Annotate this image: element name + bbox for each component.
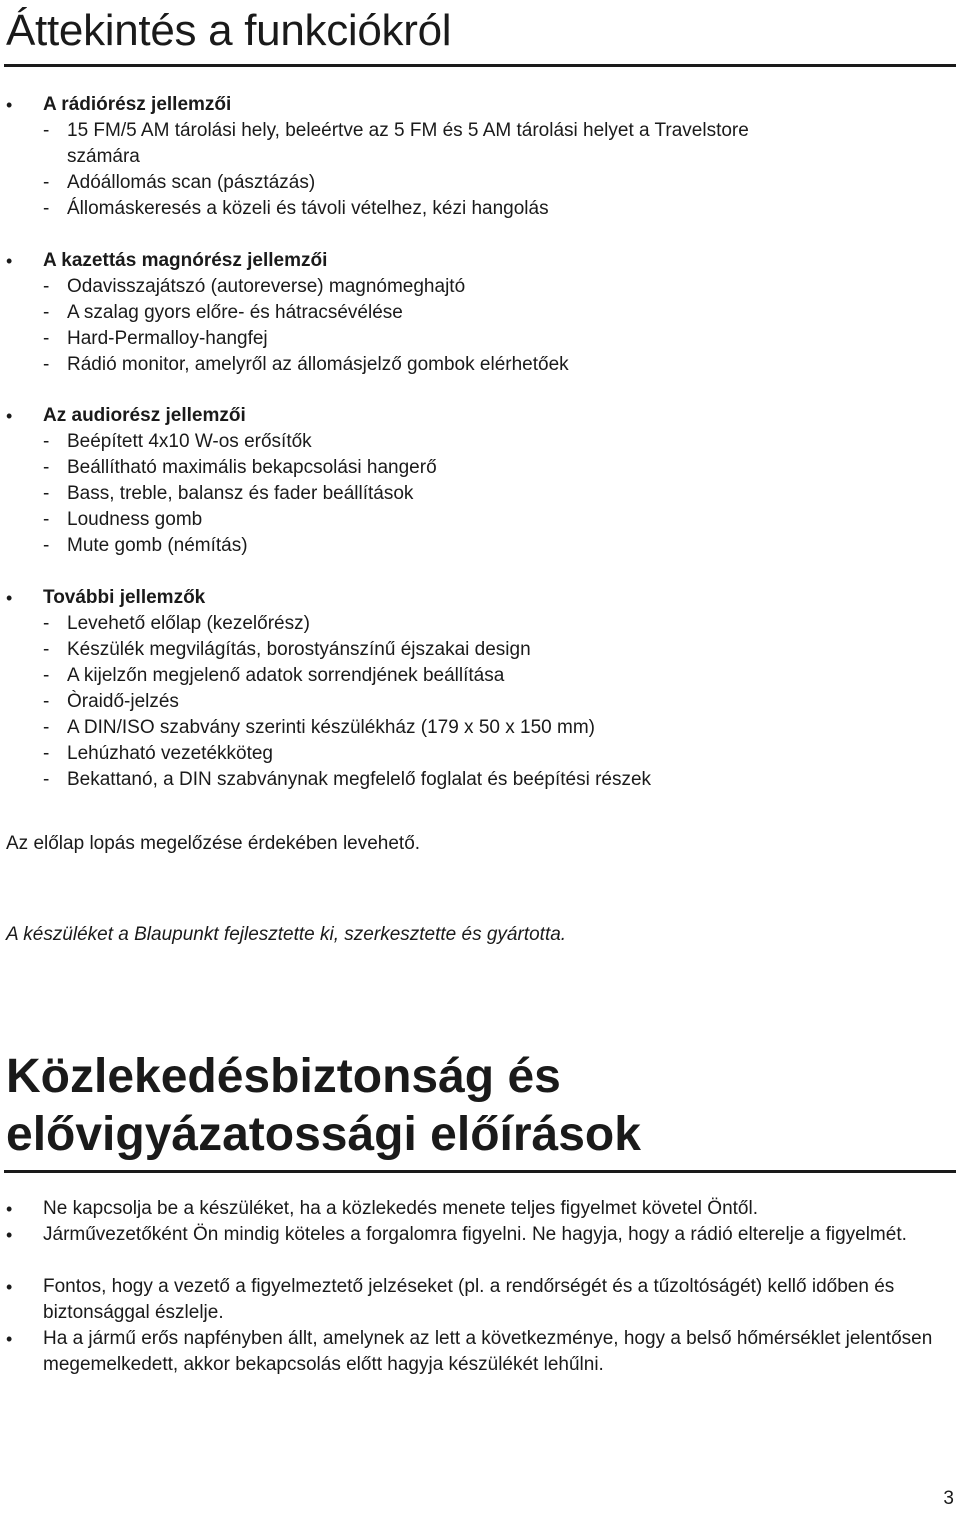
safety-item: • Járművezetőként Ön mindig köteles a forgalomra figyelni. Ne hagyja, hogy a rádió elterelje a figyelmét. (43, 1222, 955, 1248)
safety-title-line-2: elővigyázatossági előírások (6, 1108, 641, 1161)
list-item: - Bass, treble, balansz és fader beállítások (43, 483, 414, 504)
bullet-icon: • (6, 95, 13, 115)
list-item: - Lehúzható vezetékköteg (43, 743, 273, 764)
list-item: - Beépített 4x10 W-os erősítők (43, 431, 312, 452)
group-title: A rádiórész jellemzői (43, 94, 232, 115)
list-item: - A DIN/ISO szabvány szerinti készülékház (179 x 50 x 150 mm) (43, 717, 595, 738)
bullet-icon: • (6, 1225, 13, 1245)
bullet-icon: • (6, 1199, 13, 1219)
safety-title-line-1: Közlekedésbiztonság és (6, 1050, 561, 1103)
bullet-icon: • (6, 588, 13, 608)
bullet-icon: • (6, 406, 13, 426)
title-rule (4, 64, 956, 67)
list-item: - Készülék megvilágítás, borostyánszínű éjszakai design (43, 639, 531, 660)
list-item: - Beállítható maximális bekapcsolási hangerő (43, 457, 437, 478)
bullet-icon: • (6, 251, 13, 271)
list-item: - Odavisszajátszó (autoreverse) magnómeghajtó (43, 276, 466, 297)
bullet-icon: • (6, 1277, 13, 1297)
list-item: - A kijelzőn megjelenő adatok sorrendjének beállítása (43, 665, 505, 686)
page-number: 3 (943, 1488, 954, 1509)
features-title: Áttekintés a funkciókról (6, 6, 452, 55)
list-item: - Levehető előlap (kezelőrész) (43, 613, 310, 634)
safety-item: • Ha a jármű erős napfényben állt, amelynek az lett a következménye, hogy a belső hőmérséklet jelentősen megemelkedett, akkor bekapcsolás előtt hagyja készülékét lehűlni. (6, 1328, 933, 1375)
safety-item: • Ne kapcsolja be a készüléket, ha a közlekedés menete teljes figyelmet követel Öntől. (43, 1196, 955, 1222)
manufacturer-note: A készüléket a Blaupunkt fejlesztette ki, szerkesztette és gyártotta. (6, 924, 567, 945)
list-item: - Òraidő-jelzés (43, 691, 179, 712)
list-item: - A szalag gyors előre- és hátracsévélése (43, 302, 403, 323)
list-item: - Hard-Permalloy-hangfej (43, 328, 268, 349)
group-title: További jellemzők (43, 587, 206, 608)
list-item: - 15 FM/5 AM tárolási hely, beleértve az 5 FM és 5 AM tárolási helyet a Travelstore számára (43, 120, 749, 167)
bullet-icon: • (6, 1329, 13, 1349)
group-title: Az audiorész jellemzői (43, 405, 246, 426)
list-item: - Adóállomás scan (pásztázás) (43, 172, 316, 193)
list-item: - Loudness gomb (43, 509, 203, 530)
faceplate-note: Az előlap lopás megelőzése érdekében levehető. (6, 833, 421, 854)
list-item: - Bekattanó, a DIN szabványnak megfelelő foglalat és beépítési részek (43, 769, 652, 790)
list-item: - Rádió monitor, amelyről az állomásjelző gombok elérhetőek (43, 354, 569, 375)
list-item: - Állomáskeresés a közeli és távoli vételhez, kézi hangolás (43, 198, 549, 219)
safety-item: • Fontos, hogy a vezető a figyelmeztető jelzéseket (pl. a rendőrségét és a tűzoltóságét) kellő időben és biztonsággal észlelje. (6, 1276, 895, 1323)
safety-title-rule (4, 1170, 956, 1173)
group-title: A kazettás magnórész jellemzői (43, 250, 328, 271)
list-item: - Mute gomb (némítás) (43, 535, 248, 556)
